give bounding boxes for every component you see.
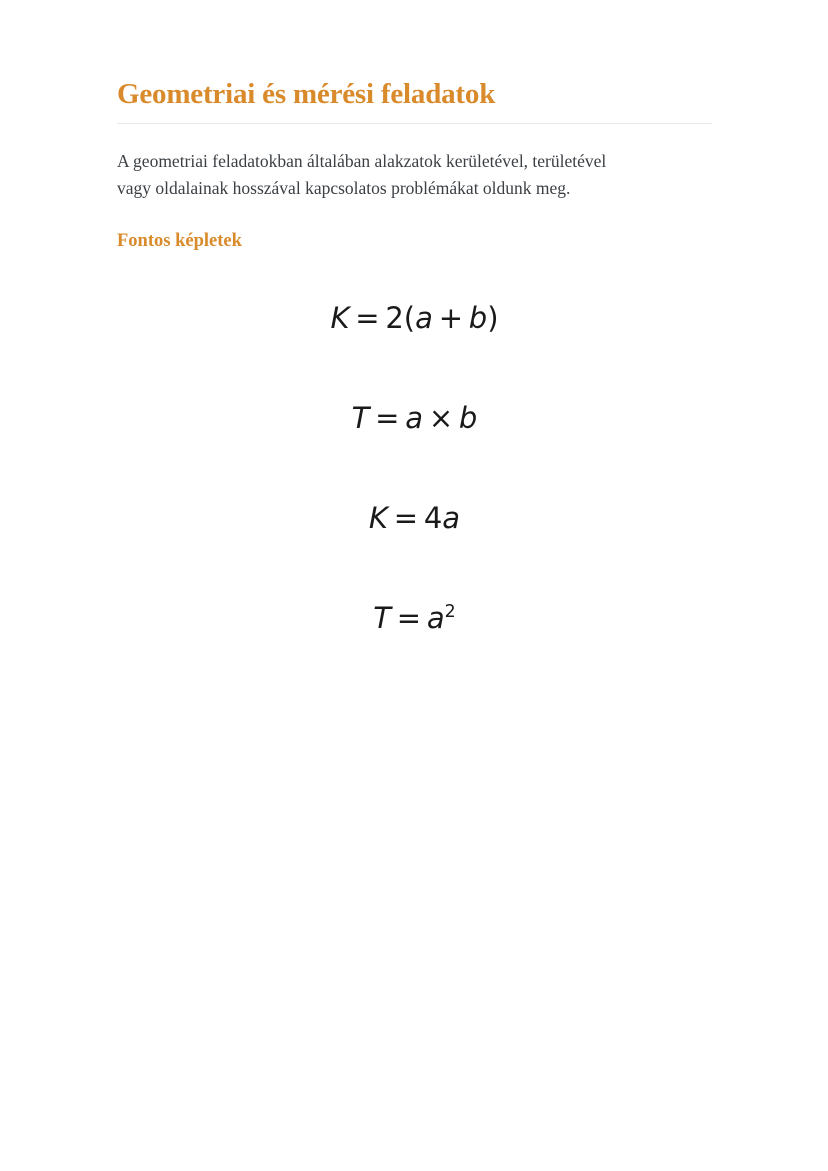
page-title: Geometriai és mérési feladatok xyxy=(117,78,496,110)
formula-segment: a xyxy=(415,300,433,335)
formula-segment: + xyxy=(432,300,469,335)
formula-segment: ) xyxy=(487,300,499,335)
formula-segment: = 2( xyxy=(349,300,416,335)
formula-segment: b xyxy=(458,400,478,435)
intro-line-1: A geometriai feladatokban általában alakzatok kerületével, területével xyxy=(117,150,607,171)
formula-area-square xyxy=(117,601,712,640)
intro-line-2: vagy oldalainak hosszával kapcsolatos problémákat oldunk meg. xyxy=(117,177,571,198)
formula-perimeter-rectangle xyxy=(117,301,712,335)
formula-segment: K xyxy=(368,500,388,535)
intro-paragraph xyxy=(117,148,712,202)
formula-segment: a xyxy=(442,500,461,535)
formula-segment: = xyxy=(369,400,406,435)
formula-segment: K xyxy=(330,300,350,335)
formula-list xyxy=(117,301,712,640)
formula-segment: 2 xyxy=(444,601,456,622)
formula-segment: × xyxy=(423,400,459,435)
formula-perimeter-square xyxy=(117,501,712,535)
formula-segment: T xyxy=(351,400,370,435)
section-heading-formulas: Fontos képletek xyxy=(117,230,242,251)
formula-segment: b xyxy=(468,300,488,335)
formula-segment: a xyxy=(426,600,445,635)
title-divider xyxy=(117,123,712,124)
formula-segment: a xyxy=(405,400,424,435)
formula-area-rectangle xyxy=(117,401,712,435)
formula-segment: = 4 xyxy=(387,500,443,535)
formula-segment: T xyxy=(373,600,391,635)
formula-segment: = xyxy=(390,600,427,635)
